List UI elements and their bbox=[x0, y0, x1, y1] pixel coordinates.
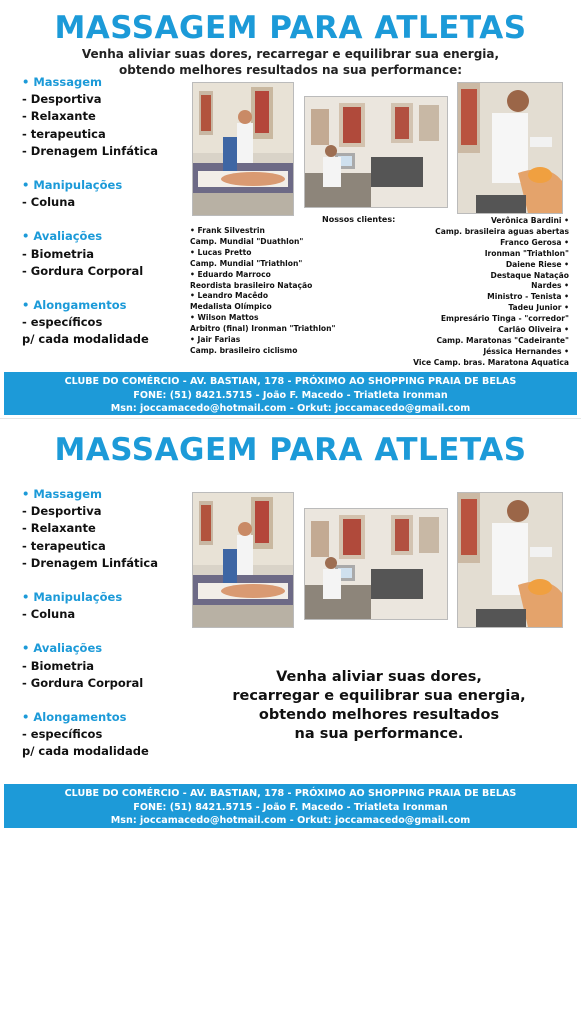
client-line: Camp. Maratonas "Cadeirante" bbox=[436, 335, 569, 345]
therapist-photo bbox=[457, 492, 563, 628]
client-line: • Wilson Mattos bbox=[190, 313, 259, 323]
service-item: - Coluna bbox=[22, 607, 76, 622]
flyer-title: MASSAGEM PARA ATLETAS bbox=[54, 10, 527, 46]
contact-banner bbox=[4, 372, 577, 415]
promo-line-1: Venha aliviar suas dores, bbox=[276, 669, 482, 685]
service-item: p/ cada modalidade bbox=[22, 332, 149, 347]
client-line: Daiene Riese • bbox=[505, 259, 569, 269]
banner-email: Msn: joccamacedo@hotmail.com - Orkut: joccamacedo@gmail.com bbox=[110, 815, 471, 826]
menu-spacer bbox=[22, 280, 158, 297]
massage-table-photo bbox=[192, 82, 294, 216]
client-line: • Lucas Pretto bbox=[190, 247, 252, 257]
service-item: - Drenagem Linfática bbox=[22, 143, 158, 158]
service-item: - Relaxante bbox=[22, 109, 96, 124]
flyer-top bbox=[4, 0, 577, 415]
client-line: Camp. Mundial "Duathlon" bbox=[190, 236, 304, 246]
banner-phone: FONE: (51) 8421.5715 - João F. Macedo - Triatleta Ironman bbox=[133, 389, 448, 401]
service-category: • Avaliações bbox=[22, 229, 103, 244]
client-line: Medalista Olímpico bbox=[190, 302, 272, 312]
client-line: • Eduardo Marroco bbox=[190, 269, 271, 279]
clients-right-list bbox=[413, 216, 569, 369]
service-item: - Gordura Corporal bbox=[22, 263, 144, 278]
service-category: • Alongamentos bbox=[22, 710, 127, 725]
contact-banner bbox=[4, 784, 577, 828]
service-item: - Gordura Corporal bbox=[22, 675, 144, 690]
promo-line-3: obtendo melhores resultados bbox=[258, 707, 500, 723]
banner-address: CLUBE DO COMÉRCIO - AV. BASTIAN, 178 - PRÓXIMO AO SHOPPING PRAIA DE BELAS bbox=[64, 788, 517, 799]
service-item: - terapeutica bbox=[22, 538, 106, 553]
service-item: - Biometria bbox=[22, 246, 95, 261]
service-item: - terapeutica bbox=[22, 126, 106, 141]
menu-spacer bbox=[22, 160, 158, 177]
services-list bbox=[22, 486, 158, 761]
clients-heading: Nossos clientes: bbox=[322, 215, 396, 224]
therapist-photo bbox=[457, 82, 563, 214]
service-category: • Massagem bbox=[22, 75, 103, 89]
client-line: Arbitro (final) Ironman "Triathlon" bbox=[190, 324, 336, 334]
service-item: - Desportiva bbox=[22, 92, 102, 107]
client-line: Camp. brasileiro ciclismo bbox=[190, 345, 298, 355]
office-computer-photo bbox=[304, 96, 448, 208]
client-line: Carlão Oliveira • bbox=[498, 325, 569, 335]
banner-email: Msn: joccamacedo@hotmail.com - Orkut: joccamacedo@gmail.com bbox=[110, 403, 471, 414]
service-category: • Manipulações bbox=[22, 590, 123, 605]
service-item: p/ cada modalidade bbox=[22, 744, 149, 759]
client-line: • Frank Silvestrin bbox=[190, 226, 265, 235]
client-line: Camp. Mundial "Triathlon" bbox=[190, 258, 303, 268]
client-line: Empresário Tinga - "corredor" bbox=[440, 314, 569, 324]
menu-spacer bbox=[22, 211, 158, 228]
client-line: Ministro - Tenista • bbox=[487, 292, 569, 302]
banner-phone: FONE: (51) 8421.5715 - João F. Macedo - Triatleta Ironman bbox=[133, 801, 448, 813]
client-line: Verônica Bardini • bbox=[490, 216, 569, 225]
client-line: Camp. brasileira aguas abertas bbox=[435, 226, 569, 236]
massage-table-photo bbox=[192, 492, 294, 628]
service-item: - Coluna bbox=[22, 195, 76, 210]
flyer-divider bbox=[0, 418, 581, 419]
clients-left-list bbox=[190, 226, 336, 357]
service-item: - Biometria bbox=[22, 658, 95, 673]
service-category: • Alongamentos bbox=[22, 298, 127, 313]
promo-line-4: na sua performance. bbox=[294, 726, 464, 742]
promo-line-2: recarregar e equilibrar sua energia, bbox=[232, 688, 526, 704]
service-category: • Massagem bbox=[22, 487, 103, 501]
services-list bbox=[22, 74, 158, 349]
service-item: - específicos bbox=[22, 727, 103, 742]
service-category: • Manipulações bbox=[22, 178, 123, 193]
service-item: - Relaxante bbox=[22, 521, 96, 536]
client-line: • Jair Farias bbox=[190, 335, 241, 345]
promo-message bbox=[194, 668, 564, 744]
client-line: • Leandro Macêdo bbox=[190, 291, 269, 301]
client-line: Ironman "Triathlon" bbox=[484, 248, 569, 258]
banner-address: CLUBE DO COMÉRCIO - AV. BASTIAN, 178 - PRÓXIMO AO SHOPPING PRAIA DE BELAS bbox=[64, 376, 517, 387]
client-line: Jéssica Hernandes • bbox=[483, 346, 569, 356]
flyer-title: MASSAGEM PARA ATLETAS bbox=[54, 432, 527, 468]
service-item: - específicos bbox=[22, 315, 103, 330]
service-item: - Desportiva bbox=[22, 504, 102, 519]
office-computer-photo bbox=[304, 508, 448, 620]
client-line: Reordista brasileiro Natação bbox=[190, 280, 313, 290]
subtitle-line-2: obtendo melhores resultados na sua performance: bbox=[118, 63, 463, 77]
client-line: Destaque Natação bbox=[490, 270, 569, 280]
menu-spacer bbox=[22, 623, 158, 640]
menu-spacer bbox=[22, 692, 158, 709]
client-line: Tadeu Junior • bbox=[508, 303, 569, 313]
menu-spacer bbox=[22, 572, 158, 589]
client-line: Franco Gerosa • bbox=[500, 237, 569, 247]
client-line: Vice Camp. bras. Maratona Aquatica bbox=[413, 357, 569, 367]
service-category: • Avaliações bbox=[22, 641, 103, 656]
subtitle-line-1: Venha aliviar suas dores, recarregar e equilibrar sua energia, bbox=[81, 47, 500, 61]
client-line: Nardes • bbox=[531, 281, 569, 291]
flyer-bottom bbox=[4, 420, 577, 830]
service-item: - Drenagem Linfática bbox=[22, 555, 158, 570]
